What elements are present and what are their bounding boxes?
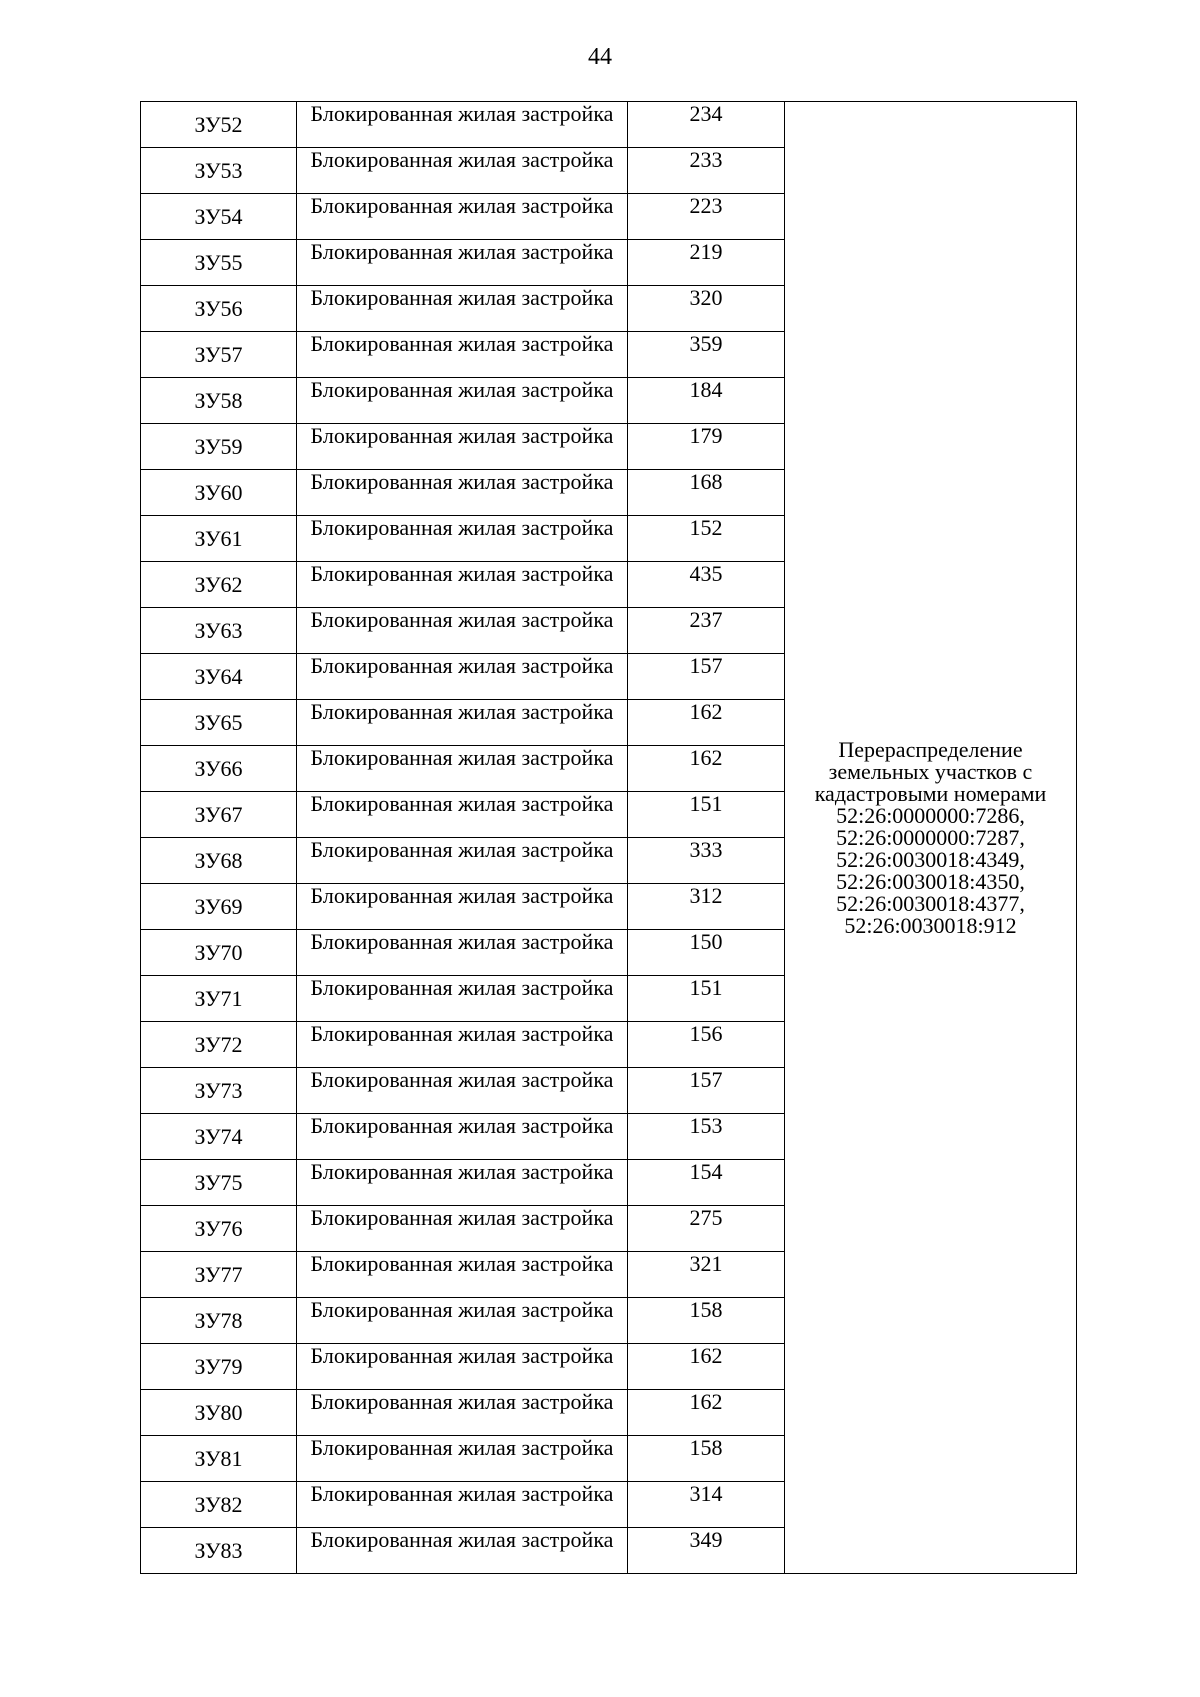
land-use-cell [297, 1252, 628, 1298]
land-use-cell [297, 562, 628, 608]
formation-method-line: 52:26:0030018:912 [844, 912, 1017, 938]
plot-id-cell: ЗУ80 [141, 1390, 297, 1436]
plot-id-cell: ЗУ58 [141, 378, 297, 424]
area-value: 320 [689, 285, 723, 310]
plot-id-cell: ЗУ52 [141, 102, 297, 148]
land-use-text: Блокированная жилая застройка [310, 377, 614, 402]
area-value: 359 [689, 331, 723, 356]
land-use-cell [297, 240, 628, 286]
area-cell [628, 976, 785, 1022]
land-use-text: Блокированная жилая застройка [310, 1527, 614, 1552]
land-use-text: Блокированная жилая застройка [310, 1205, 614, 1230]
area-cell [628, 700, 785, 746]
area-value: 184 [689, 377, 723, 402]
area-value: 151 [689, 975, 723, 1000]
area-cell [628, 930, 785, 976]
page-number: 44 [588, 44, 612, 70]
area-value: 233 [689, 147, 723, 172]
land-use-cell [297, 838, 628, 884]
area-cell [628, 1344, 785, 1390]
land-use-text: Блокированная жилая застройка [310, 1113, 614, 1138]
area-cell [628, 1022, 785, 1068]
land-use-cell [297, 286, 628, 332]
area-cell [628, 378, 785, 424]
land-use-text: Блокированная жилая застройка [310, 1481, 614, 1506]
plot-id-cell: ЗУ73 [141, 1068, 297, 1114]
land-use-cell [297, 884, 628, 930]
land-use-cell [297, 746, 628, 792]
land-use-cell [297, 976, 628, 1022]
plot-id-cell: ЗУ65 [141, 700, 297, 746]
area-cell [628, 562, 785, 608]
area-value: 435 [689, 561, 723, 586]
area-cell [628, 792, 785, 838]
area-value: 333 [689, 837, 723, 862]
area-value: 314 [689, 1481, 723, 1506]
area-value: 179 [689, 423, 723, 448]
land-use-cell [297, 1206, 628, 1252]
formation-method-line: земельных участков с [828, 758, 1033, 784]
land-use-text: Блокированная жилая застройка [310, 515, 614, 540]
land-use-cell [297, 700, 628, 746]
formation-method-line: кадастровыми номерами [814, 780, 1047, 806]
plot-id-cell: ЗУ63 [141, 608, 297, 654]
area-cell [628, 1436, 785, 1482]
area-cell [628, 1160, 785, 1206]
land-use-text: Блокированная жилая застройка [310, 975, 614, 1000]
plot-id-cell: ЗУ69 [141, 884, 297, 930]
land-use-cell [297, 1068, 628, 1114]
land-use-text: Блокированная жилая застройка [310, 193, 614, 218]
land-use-text: Блокированная жилая застройка [310, 929, 614, 954]
area-cell [628, 1390, 785, 1436]
land-use-cell [297, 930, 628, 976]
plot-id-cell: ЗУ57 [141, 332, 297, 378]
area-cell [628, 746, 785, 792]
land-use-text: Блокированная жилая застройка [310, 1251, 614, 1276]
land-use-text: Блокированная жилая застройка [310, 1159, 614, 1184]
land-plots-table [140, 101, 1077, 1574]
formation-method-line: 52:26:0000000:7287, [836, 824, 1025, 850]
plot-id-cell: ЗУ81 [141, 1436, 297, 1482]
land-use-cell [297, 1482, 628, 1528]
area-cell [628, 194, 785, 240]
land-use-cell [297, 1344, 628, 1390]
land-use-cell [297, 1160, 628, 1206]
land-use-text: Блокированная жилая застройка [310, 1389, 614, 1414]
plot-id-cell: ЗУ55 [141, 240, 297, 286]
area-value: 162 [689, 699, 723, 724]
table-body [141, 102, 1077, 1574]
plot-id-cell: ЗУ67 [141, 792, 297, 838]
area-value: 152 [689, 515, 723, 540]
plot-id-cell: ЗУ71 [141, 976, 297, 1022]
land-use-cell [297, 102, 628, 148]
plot-id-cell: ЗУ68 [141, 838, 297, 884]
area-value: 157 [689, 653, 723, 678]
land-use-cell [297, 1114, 628, 1160]
formation-method-line: 52:26:0000000:7286, [836, 802, 1025, 828]
plot-id-cell: ЗУ61 [141, 516, 297, 562]
plot-id-cell: ЗУ62 [141, 562, 297, 608]
area-value: 156 [689, 1021, 723, 1046]
land-use-cell [297, 148, 628, 194]
plot-id-cell: ЗУ66 [141, 746, 297, 792]
area-value: 154 [689, 1159, 723, 1184]
area-value: 162 [689, 1343, 723, 1368]
plot-id-cell: ЗУ59 [141, 424, 297, 470]
land-use-text: Блокированная жилая застройка [310, 147, 614, 172]
plot-id-cell: ЗУ74 [141, 1114, 297, 1160]
area-cell [628, 1252, 785, 1298]
plot-id-cell: ЗУ72 [141, 1022, 297, 1068]
land-use-text: Блокированная жилая застройка [310, 607, 614, 632]
area-value: 234 [689, 101, 723, 126]
area-value: 321 [689, 1251, 723, 1276]
area-value: 157 [689, 1067, 723, 1092]
area-value: 153 [689, 1113, 723, 1138]
land-use-cell [297, 332, 628, 378]
plot-id-cell: ЗУ54 [141, 194, 297, 240]
area-cell [628, 424, 785, 470]
formation-method-line: Перераспределение [838, 736, 1023, 762]
area-cell [628, 516, 785, 562]
land-use-cell [297, 1390, 628, 1436]
land-use-text: Блокированная жилая застройка [310, 561, 614, 586]
area-cell [628, 1114, 785, 1160]
area-cell [628, 286, 785, 332]
land-use-text: Блокированная жилая застройка [310, 239, 614, 264]
area-cell [628, 240, 785, 286]
area-cell [628, 1528, 785, 1574]
plot-id-cell: ЗУ82 [141, 1482, 297, 1528]
land-use-cell [297, 1298, 628, 1344]
table-row [141, 102, 1077, 148]
area-value: 223 [689, 193, 723, 218]
land-use-text: Блокированная жилая застройка [310, 1297, 614, 1322]
land-use-text: Блокированная жилая застройка [310, 791, 614, 816]
land-use-text: Блокированная жилая застройка [310, 699, 614, 724]
area-value: 349 [689, 1527, 723, 1552]
land-use-cell [297, 1022, 628, 1068]
plot-id-cell: ЗУ70 [141, 930, 297, 976]
land-use-text: Блокированная жилая застройка [310, 1067, 614, 1092]
area-value: 168 [689, 469, 723, 494]
area-cell [628, 470, 785, 516]
land-use-text: Блокированная жилая застройка [310, 653, 614, 678]
land-use-cell [297, 1436, 628, 1482]
area-cell [628, 608, 785, 654]
area-value: 312 [689, 883, 723, 908]
formation-method-line: 52:26:0030018:4377, [836, 890, 1025, 916]
plot-id-cell: ЗУ79 [141, 1344, 297, 1390]
land-use-text: Блокированная жилая застройка [310, 469, 614, 494]
formation-method-line: 52:26:0030018:4350, [836, 868, 1025, 894]
area-value: 150 [689, 929, 723, 954]
area-cell [628, 1068, 785, 1114]
area-value: 162 [689, 1389, 723, 1414]
plot-id-cell: ЗУ53 [141, 148, 297, 194]
land-use-text: Блокированная жилая застройка [310, 1435, 614, 1460]
land-use-cell [297, 516, 628, 562]
land-use-cell [297, 792, 628, 838]
area-value: 162 [689, 745, 723, 770]
area-cell [628, 332, 785, 378]
formation-method-line: 52:26:0030018:4349, [836, 846, 1025, 872]
land-use-text: Блокированная жилая застройка [310, 883, 614, 908]
area-value: 219 [689, 239, 723, 264]
area-cell [628, 884, 785, 930]
land-use-text: Блокированная жилая застройка [310, 837, 614, 862]
area-cell [628, 1298, 785, 1344]
plot-id-cell: ЗУ77 [141, 1252, 297, 1298]
land-use-text: Блокированная жилая застройка [310, 745, 614, 770]
area-value: 158 [689, 1435, 723, 1460]
plot-id-cell: ЗУ56 [141, 286, 297, 332]
plot-id-cell: ЗУ75 [141, 1160, 297, 1206]
land-use-text: Блокированная жилая застройка [310, 285, 614, 310]
land-use-text: Блокированная жилая застройка [310, 331, 614, 356]
area-cell [628, 1206, 785, 1252]
land-use-cell [297, 1528, 628, 1574]
land-use-cell [297, 378, 628, 424]
plot-id-cell: ЗУ78 [141, 1298, 297, 1344]
land-use-cell [297, 424, 628, 470]
area-cell [628, 654, 785, 700]
area-cell [628, 148, 785, 194]
land-use-text: Блокированная жилая застройка [310, 423, 614, 448]
area-value: 237 [689, 607, 723, 632]
land-use-text: Блокированная жилая застройка [310, 101, 614, 126]
plot-id-cell: ЗУ76 [141, 1206, 297, 1252]
area-cell [628, 102, 785, 148]
area-cell [628, 838, 785, 884]
formation-method-cell [785, 102, 1077, 1574]
land-use-cell [297, 470, 628, 516]
plot-id-cell: ЗУ60 [141, 470, 297, 516]
land-use-cell [297, 608, 628, 654]
land-use-text: Блокированная жилая застройка [310, 1343, 614, 1368]
plot-id-cell: ЗУ83 [141, 1528, 297, 1574]
area-value: 151 [689, 791, 723, 816]
area-value: 275 [689, 1205, 723, 1230]
land-use-cell [297, 194, 628, 240]
land-use-text: Блокированная жилая застройка [310, 1021, 614, 1046]
area-cell [628, 1482, 785, 1528]
area-value: 158 [689, 1297, 723, 1322]
land-use-cell [297, 654, 628, 700]
plot-id-cell: ЗУ64 [141, 654, 297, 700]
